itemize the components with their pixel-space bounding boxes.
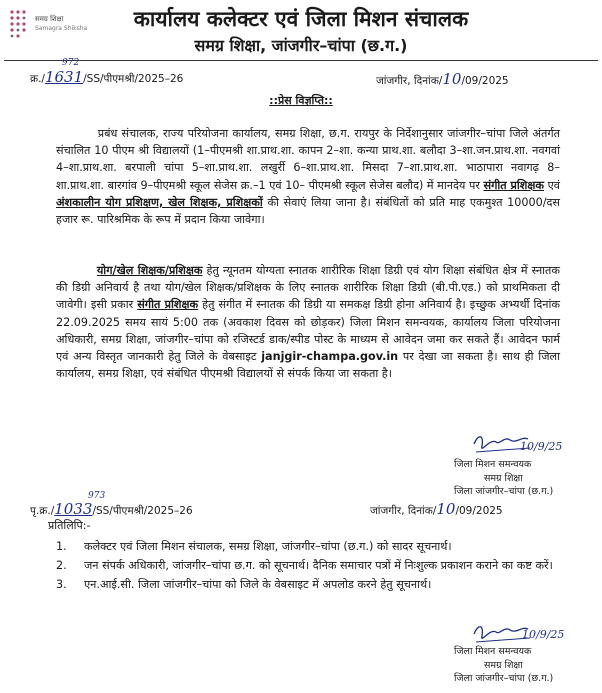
office-subtitle: समग्र शिक्षा, जांजगीर–चांपा (छ.ग.): [194, 36, 408, 55]
website-link: janjgir-champa.gov.in: [261, 350, 399, 364]
paragraph-eligibility: योग/खेल शिक्षक/प्रशिक्षक हेतु न्यूनतम योग्यता स्नातक शारीरिक शिक्षा डिग्री एवं योग शिक्षा संबंधित क्षेत्र में स्नातक की डिग्री अनिवार्य है तथा योग/खेल शिक्षक/प्रशिक्षक के लिए स्नातक शारीरिक शिक्षा डिग्री (बी.पी.एड.) को प्राथमिकता दी जावेगी। इसी प्रकार संगीत प्रशिक्षक हेतु संगीत में स्नातक की डिग्री या समकक्ष डिग्री होना अनिवार्य है। इच्छुक अभ्यर्थी दिनांक 22.09.2025 समय सायं 5:00 तक (अवकाश दिवस को छोड़कर) जिला मिशन समन्वयक, कार्यालय जिला परियोजना अधिकारी, समग्र शिक्षा, जांजगीर–चांपा को रजिस्टर्ड डाक/स्पीड पोस्ट के माध्यम से आवेदन जमा कर सकते हैं। आवेदन फार्म एवं अन्य विस्तृत जानकारी हेतु जिले के वेबसाइट janjgir-champa.gov.in पर देखा जा सकता है। साथ ही जिला कार्यालय, समग्र शिक्षा, एवं संबंधित पीएमश्री विद्यालयों से संपर्क किया जा सकता है।: [56, 264, 561, 381]
handwritten-ref-number-2: 1033: [54, 500, 93, 518]
header-divider: [4, 60, 598, 61]
signature-1-block: जिला मिशन समन्वयक समग्र शिक्षा जिला जांजगीर–चांपा (छ.ग.): [454, 459, 554, 497]
signature-2-block: जिला मिशन समन्वयक समग्र शिक्षा जिला जांजगीर–चांपा (छ.ग.): [454, 646, 554, 684]
reference-number-2: पृ.क्र./1033/SS/पीएमश्री/2025–26: [30, 500, 193, 518]
list-item: 2. जन संपर्क अधिकारी, जांजगीर–चांपा छ.ग. को सूचनार्थ। दैनिक समाचार पत्रों में निःशुल्क प्रकाशन कराने का कष्ट करें।: [56, 559, 553, 572]
reference-date-2: जांजगीर, दिनांक/10/09/2025: [370, 500, 503, 518]
yoga-sports-trainer-emphasis: अंशकालीन योग प्रशिक्षण, खेल शिक्षक, प्रशिक्षकों: [56, 195, 263, 209]
logo-name: समग्र शिक्षा: [35, 15, 64, 23]
yoga-sports-emphasis: योग/खेल शिक्षक/प्रशिक्षक: [96, 264, 203, 277]
reference-number: क्र./1631/SS/पीएमश्री/2025–26: [30, 68, 184, 86]
music-emphasis: संगीत प्रशिक्षक: [137, 298, 199, 312]
handwritten-ref-number-2-above: 973: [88, 491, 106, 501]
reference-date: जांजगीर, दिनांक/10/09/2025: [376, 70, 509, 88]
press-release-title: ::प्रेस विज्ञप्ति::: [269, 94, 333, 107]
signature-1-date: 10/9/25: [520, 440, 563, 453]
signature-2-date: 10/9/25: [522, 628, 565, 641]
office-title: कार्यालय कलेक्टर एवं जिला मिशन संचालक: [133, 7, 469, 31]
handwritten-date-day-2: 10: [436, 500, 456, 518]
copy-label: प्रतिलिपि:-: [48, 519, 91, 532]
handwritten-ref-number: 1631: [44, 68, 84, 86]
handwritten-date-day: 10: [442, 70, 462, 88]
music-trainer-emphasis: संगीत प्रशिक्षक: [483, 178, 545, 192]
handwritten-ref-number-above: 972: [62, 58, 80, 68]
paragraph-main: प्रबंध संचालक, राज्य परियोजना कार्यालय, समग्र शिक्षा, छ.ग. रायपुर के निर्देशानुसार जांजगीर–चांपा जिले अंतर्गत संचालित 10 पीएम श्री विद्यालयों (1–पीएमश्री शा.प्राथ.शा. कापन 2–शा. कन्या प्राथ.शा. बलौदा 3–शा.जन.प्राथ.शा. नवगवां 4–शा.प्राथ.शा. बरपाली चांपा 5–शा.प्राथ.शा. लखुर्री 6–शा.प्राथ.शा. मिसदा 7–शा.प्राथ.शा. भाठापारा नवागढ़ 8–शा.प्राथ.शा. बारगांव 9–पीएमश्री स्कूल सेजेस क्र.–1 एवं 10– पीएमश्री स्कूल सेजेस बलौद) में मानदेय पर संगीत प्रशिक्षक एवं अंशकालीन योग प्रशिक्षण, खेल शिक्षक, प्रशिक्षकों की सेवाएं लिया जाना है। संबंधितों को प्रति माह एकमुश्त 10000/दस हजार रू. पारिश्रमिक के रूप में प्रदान किया जावेगा।: [56, 127, 561, 227]
list-item: 1. कलेक्टर एवं जिला मिशन संचालक, समग्र शिक्षा, जांजगीर–चांपा (छ.ग.) को सादर सूचनार्थ।: [56, 540, 452, 553]
list-item: 3. एन.आई.सी. जिला जांजगीर–चांपा को जिले के वेबसाइट में अपलोड करने हेतु सूचनार्थ।: [56, 578, 432, 591]
logo-subname: Samagra Shiksha: [35, 25, 88, 32]
copy-list: [56, 538, 566, 595]
